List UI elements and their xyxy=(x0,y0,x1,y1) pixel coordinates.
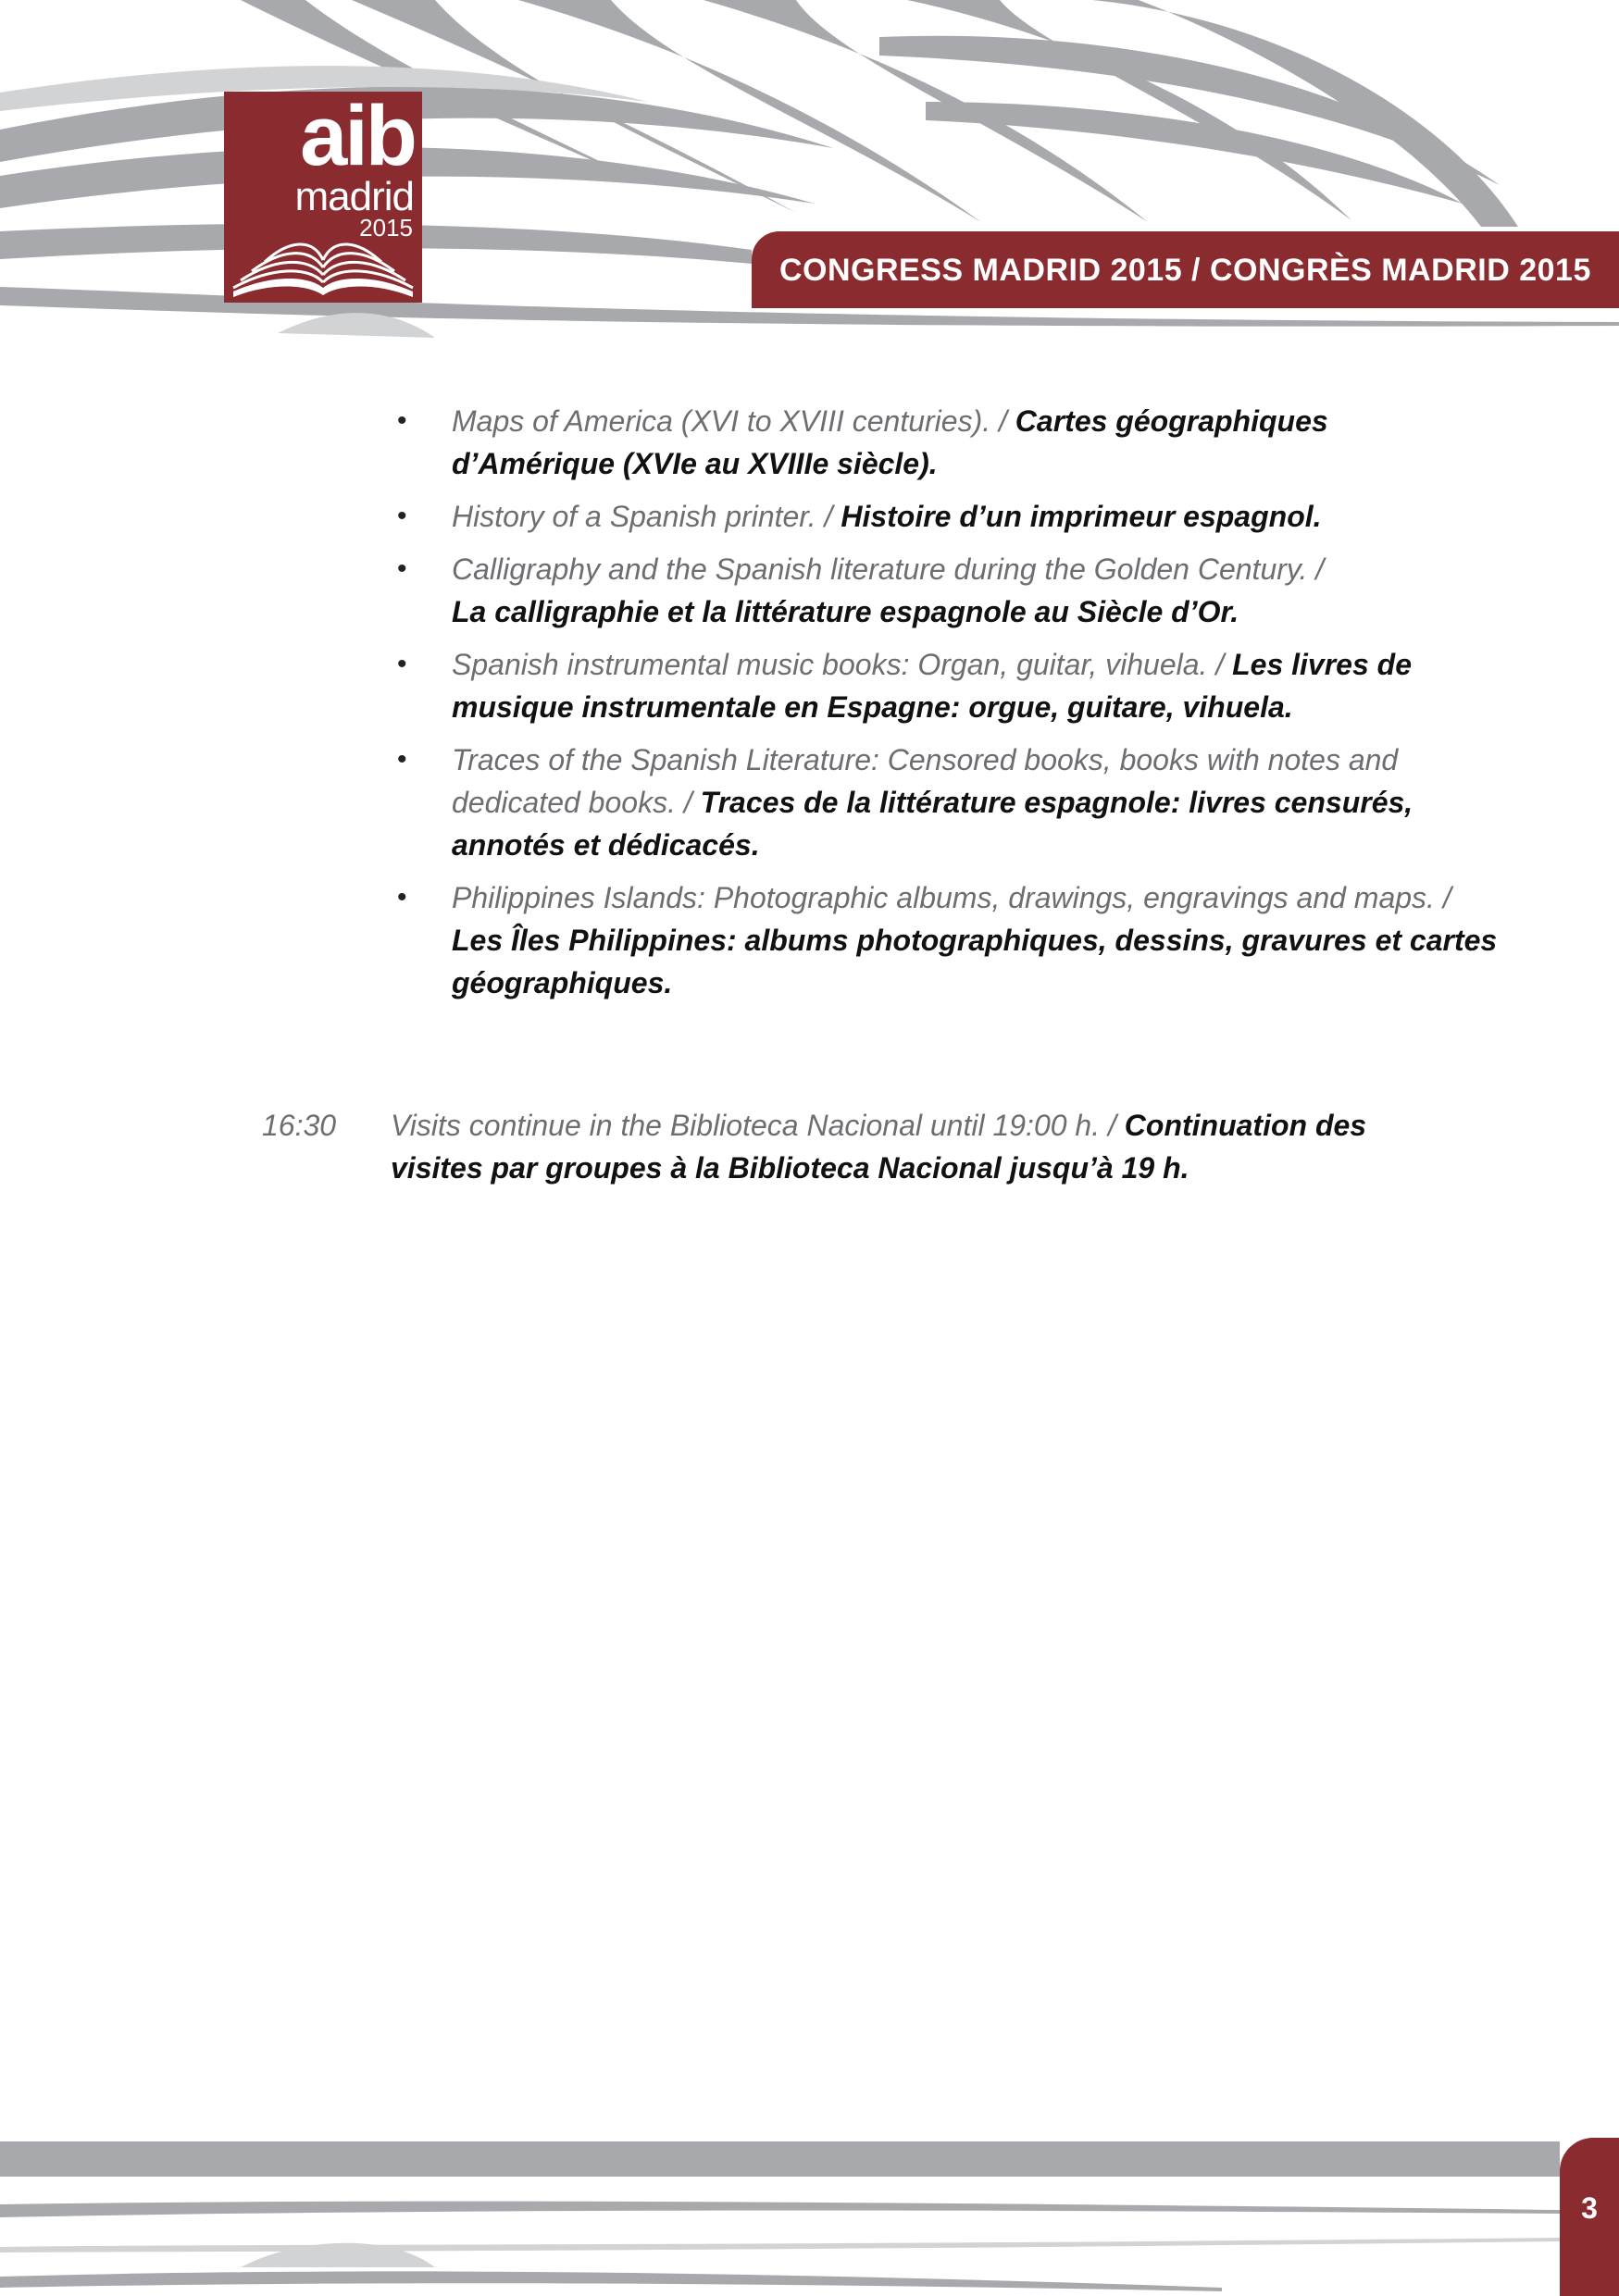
list-item xyxy=(397,548,1498,633)
header-banner xyxy=(752,231,1619,308)
list-item xyxy=(397,495,1498,538)
item-text-en: History of a Spanish printer. / xyxy=(452,500,841,533)
schedule-text-fr: Continuation des visites par groupes à la Biblioteca Nacional jusqu’à 19 h. xyxy=(391,1109,1367,1185)
item-text-en: Maps of America (XVI to XVIII centuries). / xyxy=(452,404,1015,438)
logo-text-year: 2015 xyxy=(359,214,413,242)
bullet-icon: • xyxy=(397,405,407,436)
list-item xyxy=(397,400,1498,485)
item-text-fr: Histoire d’un imprimeur espagnol. xyxy=(841,500,1322,533)
aib-madrid-logo xyxy=(224,89,422,303)
bullet-icon: • xyxy=(397,501,407,531)
page-number: 3 xyxy=(1581,2191,1598,2225)
item-text-fr: Traces de la littérature espagnole: livres censurés, annotés et dédicacés. xyxy=(452,786,1414,862)
schedule-time: 16:30 xyxy=(262,1109,337,1142)
list-item xyxy=(397,876,1498,1004)
item-text-fr: Cartes géographiques d’Amérique (XVIe au XVIIIe siècle). xyxy=(452,404,1328,480)
item-text-en: Traces of the Spanish Literature: Censored books, books with notes and dedicated books. / xyxy=(452,743,1399,819)
bullet-icon: • xyxy=(397,744,407,775)
logo-text-aib: aib xyxy=(300,89,415,183)
item-text-en: Calligraphy and the Spanish literature during the Golden Century. / xyxy=(452,552,1325,586)
list-item xyxy=(397,643,1498,728)
bullet-icon: • xyxy=(397,649,407,679)
item-text-fr: Les livres de musique instrumentale en Espagne: orgue, guitare, vihuela. xyxy=(452,648,1412,724)
bullet-icon: • xyxy=(397,553,407,584)
item-text-fr: La calligraphie et la littérature espagnole au Siècle d’Or. xyxy=(452,595,1239,628)
bullet-icon: • xyxy=(397,882,407,912)
item-text-en: Spanish instrumental music books: Organ, guitar, vihuela. / xyxy=(452,648,1233,681)
open-book-icon xyxy=(224,230,422,303)
exhibition-list xyxy=(397,400,1498,1014)
logo-text-madrid: madrid xyxy=(294,174,414,219)
schedule-text-en: Visits continue in the Biblioteca Nacional until 19:00 h. / xyxy=(391,1109,1125,1142)
schedule-description xyxy=(391,1104,1455,1189)
list-item xyxy=(397,738,1498,866)
item-text-fr: Les Îles Philippines: albums photographiques, dessins, gravures et cartes géographiques. xyxy=(452,924,1498,999)
footer-swoosh-graphic xyxy=(0,2128,1619,2296)
item-text-en: Philippines Islands: Photographic albums, drawings, engravings and maps. / xyxy=(452,881,1451,914)
congress-title: CONGRESS MADRID 2015 / CONGRÈS MADRID 2015 xyxy=(779,253,1591,288)
